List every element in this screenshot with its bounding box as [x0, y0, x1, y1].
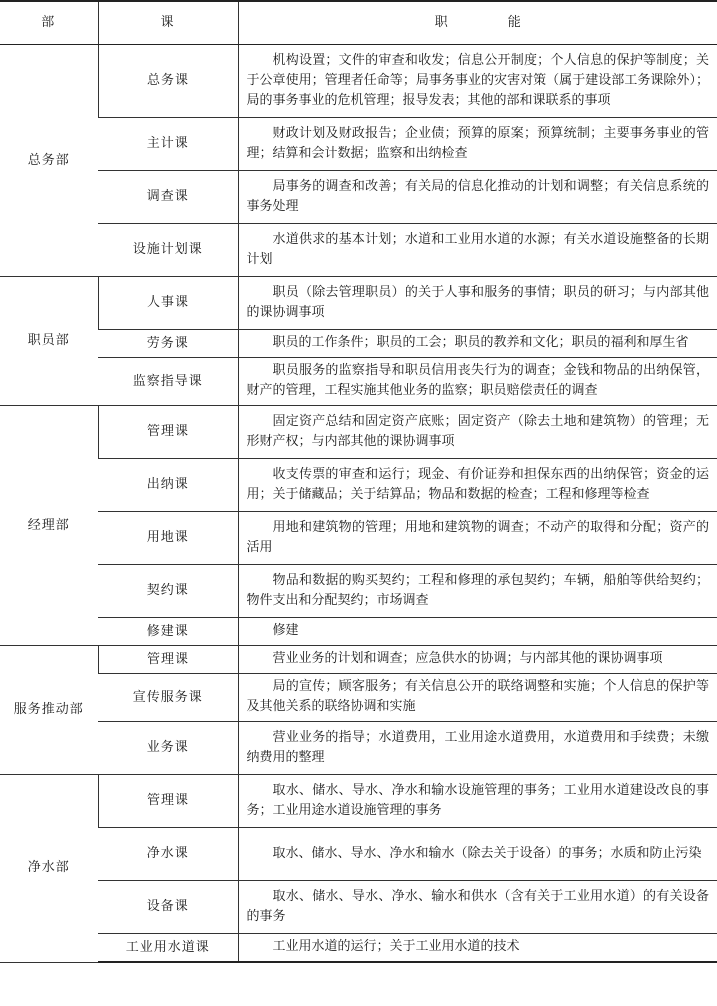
section-duty: 用地和建筑物的管理；用地和建筑物的调查；不动产的取得和分配；资产的活用 — [238, 512, 717, 565]
section-name: 设施计划课 — [98, 224, 238, 277]
table-row — [0, 722, 717, 775]
section-name: 总务课 — [98, 45, 238, 118]
table-row — [0, 512, 717, 565]
section-duty: 固定资产总结和固定资产底账；固定资产（除去土地和建筑物）的管理；无形财产权；与内部其他的课协调事项 — [238, 406, 717, 459]
table-row — [0, 828, 717, 881]
table-row — [0, 565, 717, 618]
section-name: 净水课 — [98, 828, 238, 881]
section-name: 工业用水道课 — [98, 934, 238, 963]
header-section: 课 — [98, 1, 238, 45]
header-duty — [238, 1, 717, 45]
table-row — [0, 224, 717, 277]
section-name: 契约课 — [98, 565, 238, 618]
section-duty: 取水、储水、导水、净水和输水设施管理的事务；工业用水道建设改良的事务；工业用途水道设施管理的事务 — [238, 775, 717, 828]
header-row — [0, 1, 717, 45]
table-row — [0, 618, 717, 646]
table-row — [0, 118, 717, 171]
section-name: 管理课 — [98, 646, 238, 674]
section-name: 劳务课 — [98, 330, 238, 358]
table-row — [0, 459, 717, 512]
header-duty-char-2: 能 — [507, 15, 521, 30]
section-duty: 职员（除去管理职员）的关于人事和服务的事情；职员的研习；与内部其他的课协调事项 — [238, 277, 717, 330]
table-body — [0, 45, 717, 963]
table-row — [0, 881, 717, 934]
section-name: 人事课 — [98, 277, 238, 330]
section-name: 设备课 — [98, 881, 238, 934]
table-row — [0, 358, 717, 406]
section-duty: 财政计划及财政报告；企业债；预算的原案；预算统制；主要事务事业的管理；结算和会计数据；监察和出纳检查 — [238, 118, 717, 171]
section-duty: 局事务的调查和改善；有关局的信息化推动的计划和调整；有关信息系统的事务处理 — [238, 171, 717, 224]
section-duty: 收支传票的审查和运行；现金、有价证券和担保东西的出纳保管；资金的运用；关于储藏品；关于结算品；物品和数据的检查；工程和修理等检查 — [238, 459, 717, 512]
section-name: 管理课 — [98, 406, 238, 459]
section-name: 用地课 — [98, 512, 238, 565]
table-row — [0, 45, 717, 118]
section-name: 宣传服务课 — [98, 674, 238, 722]
table-row — [0, 775, 717, 828]
section-duty: 工业用水道的运行；关于工业用水道的技术 — [238, 934, 717, 963]
section-duty: 水道供求的基本计划；水道和工业用水道的水源；有关水道设施整备的长期计划 — [238, 224, 717, 277]
section-duty: 修建 — [238, 618, 717, 646]
department-name: 经理部 — [0, 406, 98, 646]
section-duty: 取水、储水、导水、净水和输水（除去关于设备）的事务；水质和防止污染 — [238, 828, 717, 881]
department-name: 职员部 — [0, 277, 98, 406]
section-name: 主计课 — [98, 118, 238, 171]
section-duty: 取水、储水、导水、净水、输水和供水（含有关于工业用水道）的有关设备的事务 — [238, 881, 717, 934]
department-name: 总务部 — [0, 45, 98, 277]
table-row — [0, 646, 717, 674]
table-row — [0, 934, 717, 963]
table-row — [0, 171, 717, 224]
section-name: 修建课 — [98, 618, 238, 646]
table-row — [0, 406, 717, 459]
section-name: 管理课 — [98, 775, 238, 828]
section-name: 调查课 — [98, 171, 238, 224]
section-duty: 局的宣传；顾客服务；有关信息公开的联络调整和实施；个人信息的保护等及其他关系的联络协调和实施 — [238, 674, 717, 722]
section-duty: 营业业务的计划和调查；应急供水的协调；与内部其他的课协调事项 — [238, 646, 717, 674]
department-name: 服务推动部 — [0, 646, 98, 775]
section-duty: 营业业务的指导；水道费用，工业用途水道费用，水道费用和手续费；未缴纳费用的整理 — [238, 722, 717, 775]
section-name: 监察指导课 — [98, 358, 238, 406]
section-name: 业务课 — [98, 722, 238, 775]
table-row — [0, 674, 717, 722]
department-name: 净水部 — [0, 775, 98, 963]
section-duty: 职员服务的监察指导和职员信用丧失行为的调查；金钱和物品的出纳保管，财产的管理，工程实施其他业务的监察；职员赔偿责任的调查 — [238, 358, 717, 406]
section-duty: 职员的工作条件；职员的工会；职员的教养和文化；职员的福利和厚生省 — [238, 330, 717, 358]
section-duty: 物品和数据的购买契约；工程和修理的承包契约；车辆，船舶等供给契约；物件支出和分配契约；市场调查 — [238, 565, 717, 618]
section-duty: 机构设置；文件的审查和收发；信息公开制度；个人信息的保护等制度；关于公章使用；管理者任命等；局事务事业的灾害对策（属于建设部工务课除外）；局的事务事业的危机管理；报导发表；其他的部和课联系的事项 — [238, 45, 717, 118]
header-dept: 部 — [0, 1, 98, 45]
header-duty-char-1: 职 — [434, 15, 448, 30]
section-name: 出纳课 — [98, 459, 238, 512]
table-row — [0, 330, 717, 358]
table-row — [0, 277, 717, 330]
